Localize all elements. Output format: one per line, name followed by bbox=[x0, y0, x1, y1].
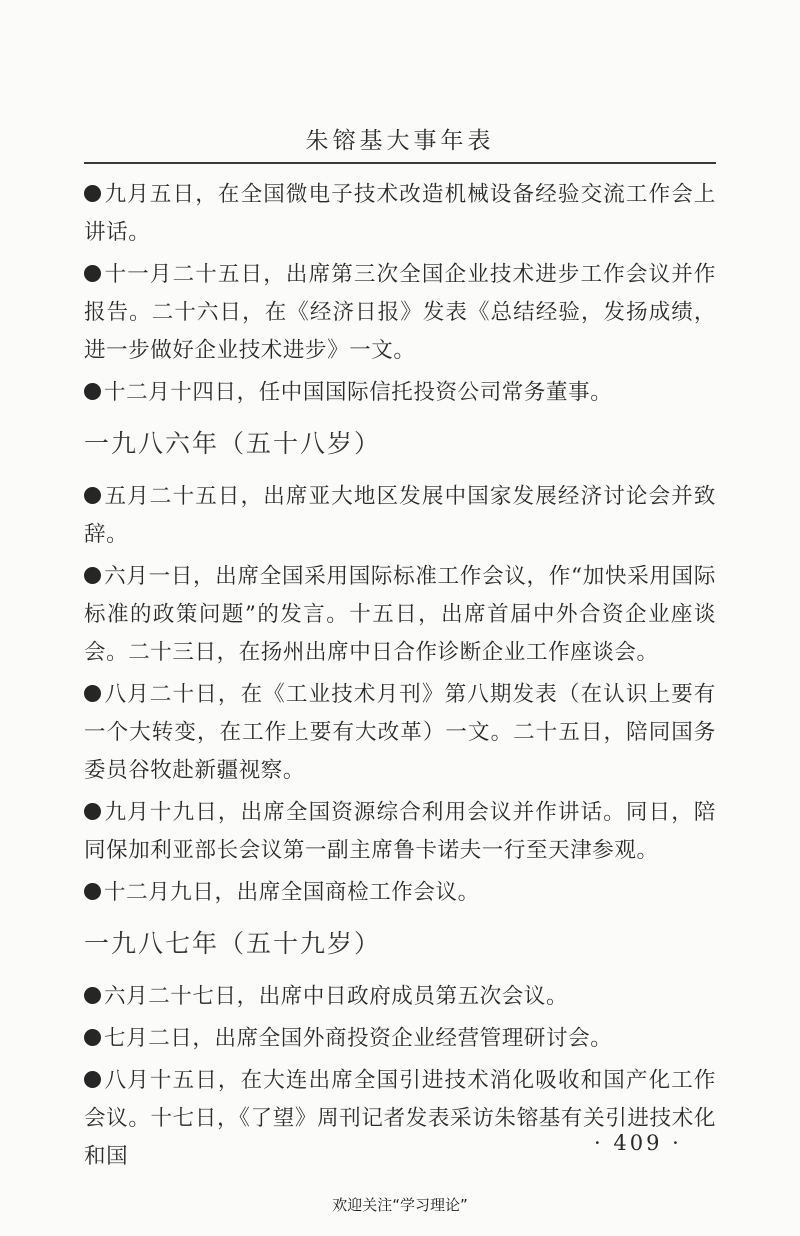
entry-text: 六月二十七日，出席中日政府成员第五次会议。 bbox=[104, 984, 569, 1009]
bullet-icon bbox=[84, 803, 101, 820]
entry-text: 九月十九日，出席全国资源综合利用会议并作讲话。同日，陪同保加利亚部长会议第一副主席鲁卡诺夫一行至天津参观。 bbox=[84, 800, 716, 863]
entry-text: 六月一日，出席全国采用国际标准工作会议，作“加快采用国际标准的政策问题”的发言。十五日，出席首届中外合资企业座谈会。二十三日，在扬州出席中日合作诊断企业工作座谈会。 bbox=[84, 564, 716, 665]
bullet-icon bbox=[84, 1029, 101, 1046]
entry-text: 八月二十日，在《工业技术月刊》第八期发表（在认识上要有一个大转变，在工作上要有大改革）一文。二十五日，陪同国务委员谷牧赴新疆视察。 bbox=[84, 682, 716, 783]
entry-text: 五月二十五日，出席亚大地区发展中国家发展经济讨论会并致辞。 bbox=[84, 484, 716, 547]
entry-1987-jun bbox=[84, 978, 716, 1016]
entry-text: 八月十五日，在大连出席全国引进技术消化吸收和国产化工作会议。十七日，《了望》周刊记者发表采访朱镕基有关引进技术化和国 bbox=[84, 1068, 716, 1169]
bullet-icon bbox=[84, 265, 101, 282]
entry-1985-dec bbox=[84, 374, 716, 412]
entry-1987-aug bbox=[84, 1062, 716, 1176]
entry-text: 九月五日，在全国微电子技术改造机械设备经验交流工作会上讲话。 bbox=[84, 182, 716, 245]
header-rule bbox=[84, 162, 716, 164]
bullet-icon bbox=[84, 987, 101, 1004]
entry-1987-jul bbox=[84, 1020, 716, 1058]
year-heading-1986: 一九八六年（五十八岁） bbox=[84, 429, 382, 458]
entry-1985-nov bbox=[84, 256, 716, 370]
entry-text: 十二月十四日，任中国国际信托投资公司常务董事。 bbox=[104, 380, 613, 405]
entry-1986-aug bbox=[84, 676, 716, 790]
entry-1986-jun bbox=[84, 558, 716, 672]
running-header: 朱镕基大事年表 bbox=[305, 128, 495, 154]
bullet-icon bbox=[84, 685, 101, 702]
entry-text: 七月二日，出席全国外商投资企业经营管理研讨会。 bbox=[104, 1026, 613, 1051]
bullet-icon bbox=[84, 567, 101, 584]
bullet-icon bbox=[84, 383, 101, 400]
bullet-icon bbox=[84, 1071, 101, 1088]
entry-text: 十一月二十五日，出席第三次全国企业技术进步工作会议并作报告。二十六日，在《经济日报》发表《总结经验，发扬成绩，进一步做好企业技术进步》一文。 bbox=[84, 262, 716, 363]
year-heading-1987: 一九八七年（五十九岁） bbox=[84, 929, 382, 958]
bullet-icon bbox=[84, 883, 101, 900]
entry-1986-may bbox=[84, 478, 716, 554]
bullet-icon bbox=[84, 487, 101, 504]
entry-1986-dec bbox=[84, 874, 716, 912]
entry-1986-sep bbox=[84, 794, 716, 870]
entry-1985-sep bbox=[84, 176, 716, 252]
page-content bbox=[84, 176, 716, 1180]
bullet-icon bbox=[84, 185, 101, 202]
entry-text: 十二月九日，出席全国商检工作会议。 bbox=[104, 880, 480, 905]
footer-caption: 欢迎关注“学习理论” bbox=[332, 1196, 468, 1214]
page-number: · 409 · bbox=[594, 1131, 682, 1155]
